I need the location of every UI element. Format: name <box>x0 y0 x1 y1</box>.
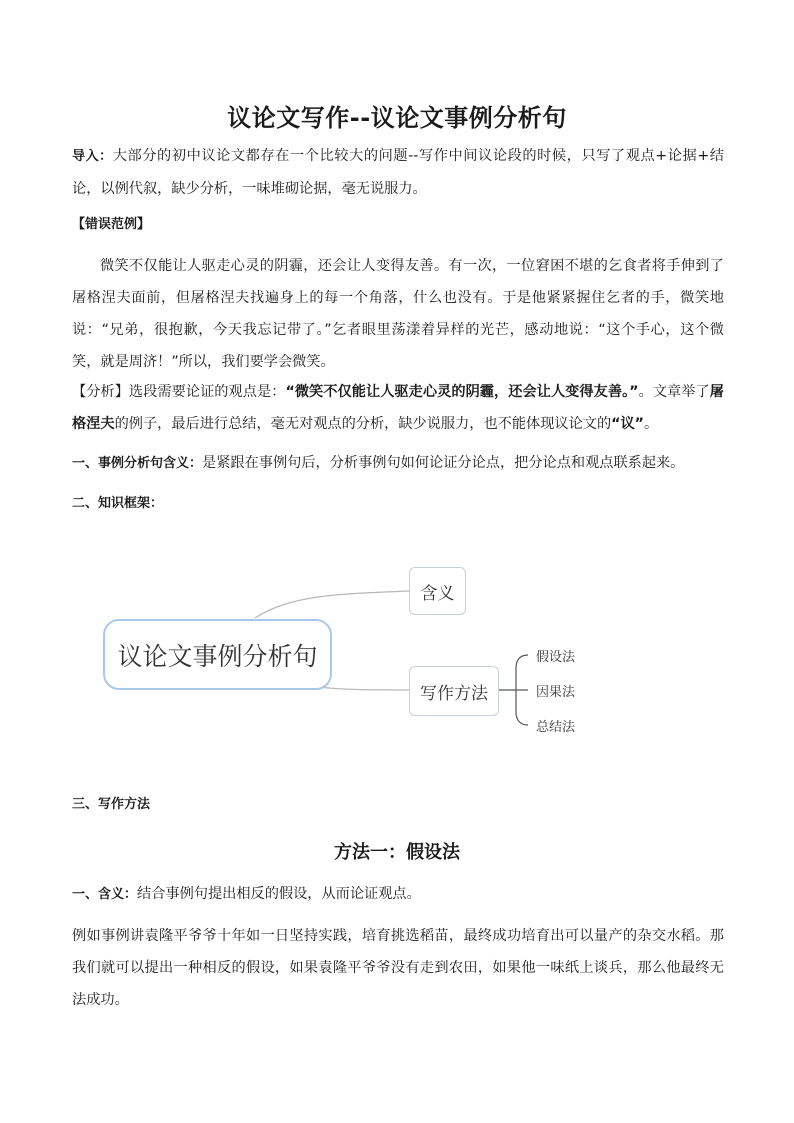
section3-label: 三、写作方法 <box>72 797 151 812</box>
section1-text: 是紧跟在事例句后，分析事例句如何论证分论点，把分论点和观点联系起来。 <box>202 455 685 471</box>
mindmap-leaf-causal: 因果法 <box>536 685 576 700</box>
analysis-yi: “议” <box>611 416 644 432</box>
mindmap-root-node: 议论文事例分析句 <box>103 619 332 690</box>
page-title: 议论文写作--议论文事例分析句 <box>227 104 567 132</box>
intro-text: 大部分的初中议论文都存在一个比较大的问题--写作中间议论段的时候，只写了观点+论据+结论，以例代叙，缺少分析，一味堆砌论据，毫无说服力。 <box>72 148 724 197</box>
analysis-text1: 选段需要论证的观点是： <box>128 384 286 400</box>
analysis-text2: 。文章举了 <box>638 384 710 400</box>
analysis-quote: “微笑不仅能让人驱走心灵的阴霾，还会让人变得友善。” <box>285 384 639 400</box>
method1-meaning-label: 一、含义： <box>72 887 138 902</box>
mindmap-node-method: 写作方法 <box>409 666 499 716</box>
mindmap-leaf-summary: 总结法 <box>536 720 576 735</box>
section2-label: 二、知识框架： <box>72 496 164 511</box>
intro-label: 导入： <box>72 149 113 164</box>
mindmap-leaf-hypothesis: 假设法 <box>536 650 576 665</box>
analysis-text4: 。 <box>644 416 659 432</box>
analysis-name: 屠格涅夫 <box>72 384 724 432</box>
method1-example-paragraph: 例如事例讲袁隆平爷爷十年如一日坚持实践，培育挑选稻苗，最终成功培育出可以量产的杂交水稻。那我们就可以提出一种相反的假设，如果袁隆平爷爷没有走到农田，如果他一味纸上谈兵，那么他最终无法成功。 <box>72 928 724 1008</box>
analysis-text3: 的例子，最后进行总结，毫无对观点的分析，缺少说服力，也不能体现议论文的 <box>114 416 612 432</box>
wrong-example-paragraph: 微笑不仅能让人驱走心灵的阴霾，还会让人变得友善。有一次，一位窘困不堪的乞食者将手伸到了屠格涅夫面前，但屠格涅夫找遍身上的每一个角落，什么也没有。于是他紧紧握住乞者的手，微笑地说：“兄弟，很抱歉，今天我忘记带了。”乞者眼里荡漾着异样的光芒，感动地说：“这个手心，这个微笑，就是周济！”所以，我们要学会微笑。 <box>72 258 724 370</box>
method1-title: 方法一：假设法 <box>334 842 460 863</box>
mindmap-node-meaning: 含义 <box>409 567 466 615</box>
section1-label: 一、事例分析句含义： <box>72 456 203 471</box>
method1-meaning-text: 结合事例句提出相反的假设，从而论证观点。 <box>137 886 421 902</box>
method1-meaning-paragraph <box>72 878 724 911</box>
analysis-label: 【分析】 <box>72 384 129 400</box>
wrong-example-heading: 【错误范例】 <box>72 217 151 232</box>
